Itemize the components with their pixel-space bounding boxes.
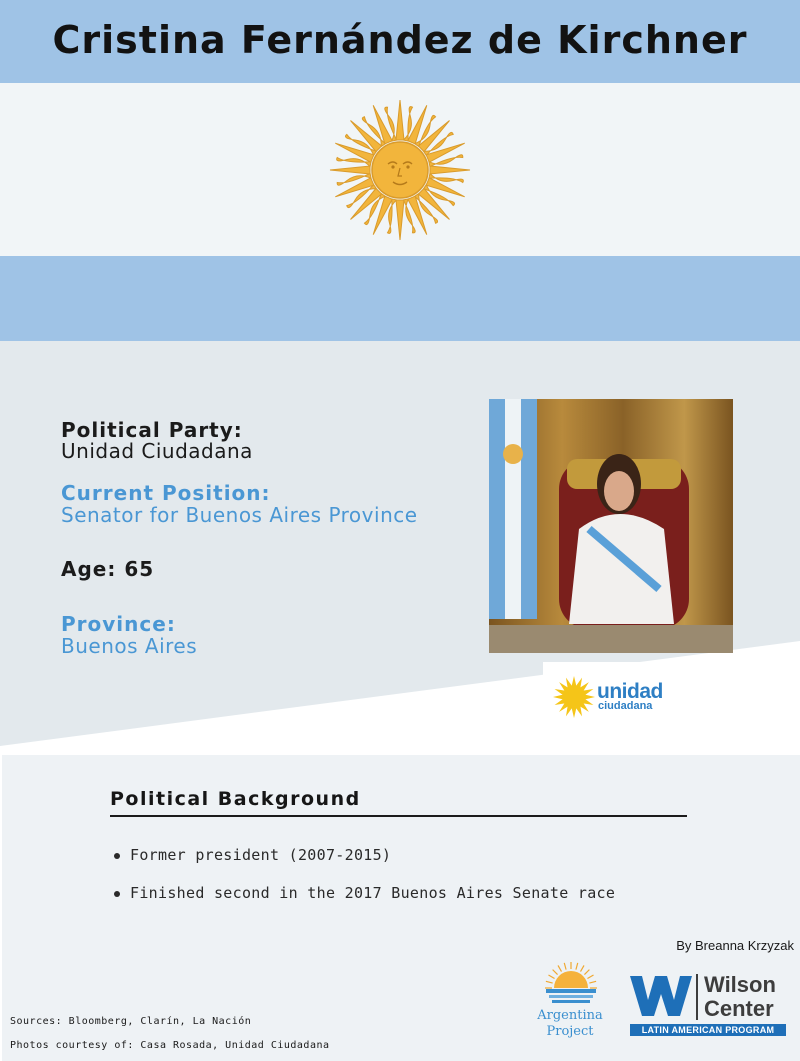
wilson-word: Center (704, 996, 774, 1021)
sun-ray (330, 166, 370, 174)
argentina-logo-ray (548, 975, 554, 979)
party-logo-ray (571, 707, 576, 718)
sun-ray (396, 100, 404, 140)
sun-ray (408, 196, 427, 234)
position-value: Senator for Buenos Aires Province (61, 503, 418, 527)
sun-of-may-icon (327, 95, 473, 245)
argentina-logo-ray (564, 963, 566, 970)
byline: By Breanna Krzyzak (676, 938, 794, 953)
age-label: Age: 65 (61, 557, 155, 581)
background-item: Former president (2007-2015) (130, 846, 392, 864)
sun-ray (430, 166, 470, 174)
page-title: Cristina Fernández de Kirchner (52, 18, 748, 62)
background-item: Finished second in the 2017 Buenos Aires Senate race (130, 884, 616, 902)
sun-ray (426, 143, 464, 162)
photo-credits: Photos courtesy of: Casa Rosada, Unidad Ciudadana (10, 1040, 330, 1051)
party-logo-ray (571, 676, 576, 687)
wilson-program-label: LATIN AMERICAN PROGRAM (641, 1025, 775, 1035)
portrait-photo (489, 399, 733, 653)
argentina-logo-ray (587, 975, 593, 979)
party-logo-ray (553, 694, 564, 699)
argentina-project-word: Project (546, 1024, 594, 1039)
wilson-w-icon (628, 972, 698, 1022)
party-logo-subword: ciudadana (598, 700, 653, 712)
sun-ray (396, 200, 404, 240)
flag-blue-band (0, 256, 800, 341)
party-label: Political Party: (61, 418, 243, 442)
party-logo-word: unidad (597, 680, 663, 703)
bullet-icon (114, 853, 120, 859)
unidad-ciudadana-logo (543, 662, 678, 732)
argentina-logo-ray (584, 970, 589, 975)
heading-divider (110, 815, 687, 817)
position-label: Current Position: (61, 481, 271, 505)
province-label: Province: (61, 612, 176, 636)
argentina-logo-ray (546, 981, 553, 983)
argentina-logo-ray (553, 970, 558, 975)
wilson-word: Wilson (704, 972, 776, 997)
argentina-logo-ray (576, 963, 578, 970)
province-value: Buenos Aires (61, 634, 198, 658)
party-value: Unidad Ciudadana (61, 439, 253, 463)
sources-note: Sources: Bloomberg, Clarín, La Nación (10, 1016, 252, 1027)
sun-ray (373, 105, 392, 143)
argentina-project-word: Argentina (537, 1008, 603, 1023)
argentina-logo-ray (581, 965, 585, 971)
sun-ray (335, 178, 373, 197)
party-logo-ray (584, 694, 595, 699)
argentina-logo-ray (558, 965, 562, 971)
argentina-logo-ray (589, 981, 596, 983)
bullet-icon (114, 891, 120, 897)
background-heading: Political Background (110, 788, 361, 810)
